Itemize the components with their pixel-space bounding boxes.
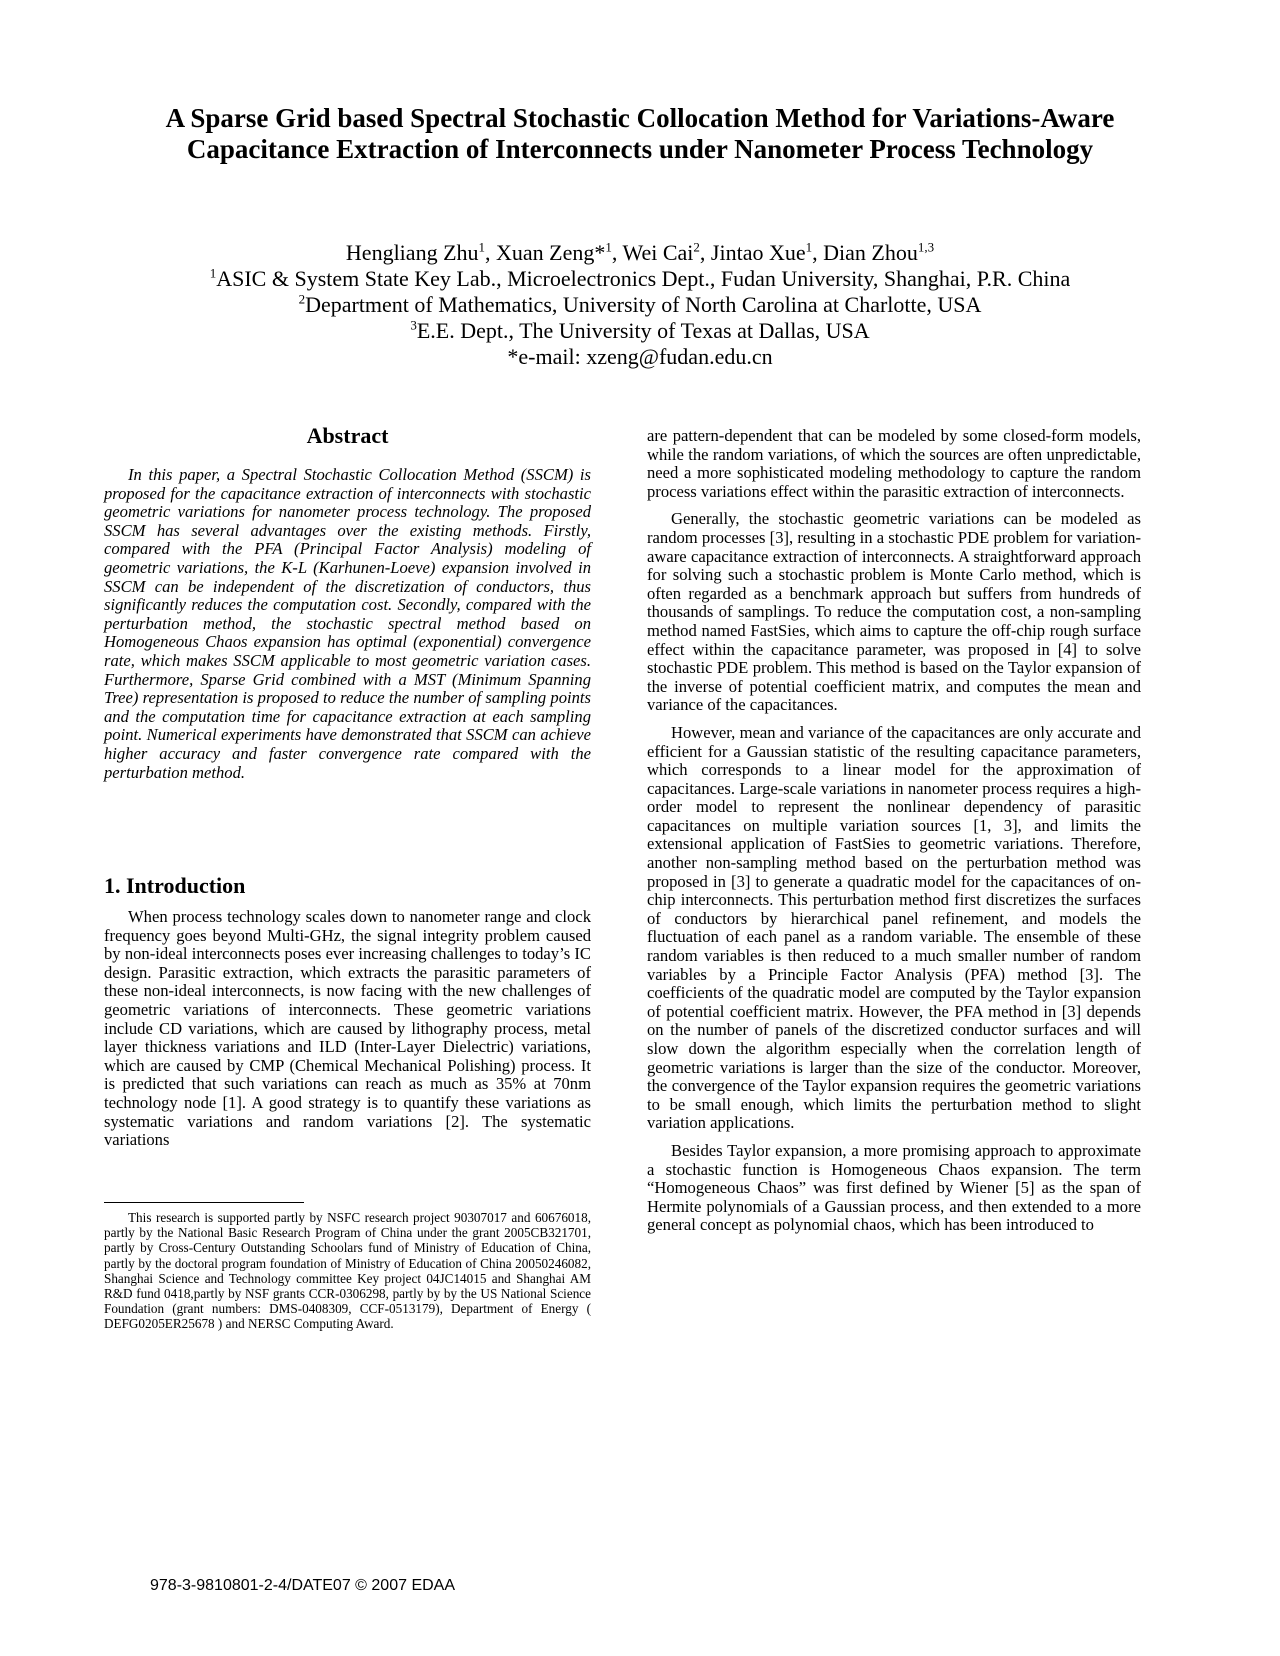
- introduction-paragraph: Generally, the stochastic geometric variations can be modeled as random processes [3], resulting in a stochastic PDE problem for variation-aware capacitance extraction of interconnects. A straightforward approach for solving such a stochastic problem is Monte Carlo method, which is often regarded as a benchmark approach but suffers from hundreds of thousands of samplings. To reduce the computation cost, a non-sampling method named FastSies, which aims to capture the off-chip rough surface effect within the capacitance parameter, was proposed in [4] to solve stochastic PDE problem. This method is based on the Taylor expansion of the inverse of potential coefficient matrix, and computes the mean and variance of the capacitances.: [647, 509, 1141, 715]
- paper-title: A Sparse Grid based Spectral Stochastic Collocation Method for Variations-Aware Capacitance Extraction of Interconnects under Nanometer Process Technology: [165, 103, 1115, 164]
- author-affiliation-mark: 1,3: [917, 239, 935, 255]
- introduction-paragraph: When process technology scales down to nanometer range and clock frequency goes beyond Multi-GHz, the signal integrity problem caused by non-ideal interconnects poses ever increasing challenges to today’s IC design. Parasitic extraction, which extracts the parasitic parameters of these non-ideal interconnects, is now facing with the new challenges of geometric variations of interconnects. These geometric variations include CD variations, which are caused by lithography process, metal layer thickness variations and ILD (Inter-Layer Dielectric) variations, which are caused by CMP (Chemical Mechanical Polishing) process. It is predicted that such variations can reach as much as 35% at 70nm technology node [1]. A good strategy is to quantify these variations as systematic variations and random variations [2]. The systematic variations: [104, 907, 591, 1150]
- footnote-divider: [104, 1202, 304, 1203]
- author-affiliation-mark: 2: [693, 239, 700, 255]
- author-affiliation-mark: 1: [805, 239, 813, 255]
- email-line: *e-mail: xzeng@fudan.edu.cn: [507, 344, 773, 369]
- author-block: [100, 240, 1180, 370]
- affiliation-mark: 1: [209, 265, 217, 281]
- funding-footnote: This research is supported partly by NSFC research project 90307017 and 60676018, partly by the National Basic Research Program of China under the grant 2005CB321701, partly by Cross-Century Outstanding Schoolars fund of Ministry of Education of China, partly by the doctoral program foundation of Ministry of Education of China 20050246082, Shanghai Science and Technology committee Key project 04JC14015 and Shanghai AM R&D fund 0418,partly by NSF grants CCR-0306298, partly by by the US National Science Foundation (grant numbers: DMS-0408309, CCF-0513179), Department of Energy ( DEFG0205ER25678 ) and NERSC Computing Award.: [104, 1210, 591, 1332]
- introduction-heading: 1. Introduction: [104, 873, 246, 898]
- author-name: Hengliang Zhu: [345, 240, 479, 265]
- affiliation-line: [100, 292, 1180, 318]
- right-column: [647, 427, 1141, 1244]
- author-affiliation-mark: 1: [605, 239, 612, 255]
- abstract-text: In this paper, a Spectral Stochastic Collocation Method (SSCM) is proposed for the capacitance extraction of interconnects with stochastic geometric variations for nanometer process technology. The proposed SSCM has several advantages over the existing methods. Firstly, compared with the PFA (Principal Factor Analysis) modeling of geometric variations, the K-L (Karhunen-Loeve) expansion involved in SSCM can be independent of the discretization of conductors, thus significantly reduces the computation cost. Secondly, compared with the perturbation method, the stochastic spectral method based on Homogeneous Chaos expansion has optimal (exponential) convergence rate, which makes SSCM applicable to most geometric variation cases. Furthermore, Sparse Grid combined with a MST (Minimum Spanning Tree) representation is proposed to reduce the number of sampling points and the computation time for capacitance extraction at each sampling point. Numerical experiments have demonstrated that SSCM can achieve higher accuracy and faster convergence rate compared with the perturbation method.: [104, 465, 591, 782]
- affiliation-mark: 2: [298, 291, 306, 307]
- author-name: Xuan Zeng*: [496, 240, 606, 265]
- affiliation-text: Department of Mathematics, University of North Carolina at Charlotte, USA: [305, 292, 982, 317]
- introduction-paragraph-continued: are pattern-dependent that can be modeled by some closed-form models, while the random variations, of which the sources are often unpredictable, need a more sophisticated modeling methodology to capture the random process variations effect within the parasitic extraction of interconnects.: [647, 426, 1141, 501]
- author-affiliation-mark: 1: [478, 239, 486, 255]
- author-list: Hengliang Zhu$^1$, Xuan Zeng*$^1$, Wei Cai$^2$, Jintao Xue$^1$, Dian Zhou$^{1,3}$: [345, 239, 935, 265]
- affiliation-mark: 3: [410, 317, 417, 333]
- affiliation-line: [100, 318, 1180, 344]
- affiliation-line: [100, 266, 1180, 292]
- introduction-paragraph: Besides Taylor expansion, a more promising approach to approximate a stochastic function is Homogeneous Chaos expansion. The term “Homogeneous Chaos” was first defined by Wiener [5] as the span of Hermite polynomials of a Gaussian process, and then extended to a more general concept as polynomial chaos, which has been introduced to: [647, 1140, 1141, 1235]
- copyright-notice: 978-3-9810801-2-4/DATE07 © 2007 EDAA: [150, 1577, 456, 1594]
- abstract-heading: Abstract: [306, 423, 389, 448]
- introduction-paragraph: However, mean and variance of the capacitances are only accurate and efficient for a Gaussian statistic of the resulting capacitance parameters, which corresponds to a linear model for the approximation of capacitances. Large-scale variations in nanometer process requires a high-order model to represent the nonlinear dependency of parasitic capacitances on multiple variation sources [1, 3], and limits the extensional application of FastSies to geometric variations. Therefore, another non-sampling method based on the perturbation method was proposed in [3] to generate a quadratic model for the capacitances of on-chip interconnects. This perturbation method first discretizes the surfaces of conductors by hierarchical panel refinement, and models the fluctuation of each panel as a random variable. The ensemble of these random variables is then reduced to a much smaller number of random variables by a Principle Factor Analysis (PFA) method [3]. The coefficients of the quadratic model are computed by the Taylor expansion of potential coefficient matrix. However, the PFA method in [3] depends on the number of panels of the discretized conductor surfaces and will slow down the algorithm especially when the correlation length of geometric variations is larger than the size of the conductor. Moreover, the convergence of the Taylor expansion requires the geometric variations to be small enough, which limits the perturbation method to slight variation applications.: [647, 722, 1141, 1133]
- author-name: Jintao Xue: [710, 240, 806, 265]
- affiliation-text: E.E. Dept., The University of Texas at Dallas, USA: [416, 318, 870, 343]
- author-name: Dian Zhou: [823, 240, 918, 265]
- author-name: Wei Cai: [622, 240, 694, 265]
- affiliation-text: ASIC & System State Key Lab., Microelectronics Dept., Fudan University, Shanghai, P.R. China: [216, 266, 1071, 291]
